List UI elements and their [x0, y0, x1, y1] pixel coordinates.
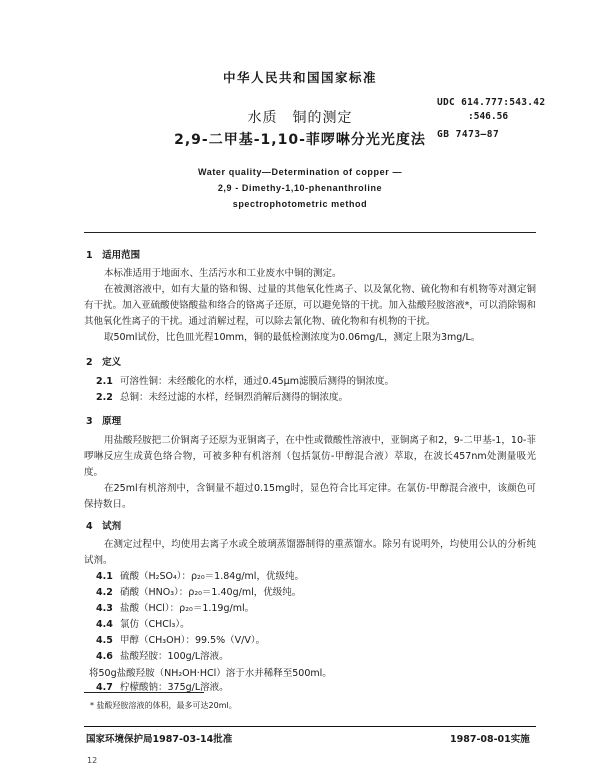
page-number: 12 — [87, 756, 98, 765]
item-text: 硫酸（H₂SO₄）：ρ₂₀＝1.84g/ml，优级纯。 — [120, 571, 304, 582]
section-heading: 3 原理 — [86, 416, 122, 427]
udc-code-continued: :546.56 — [468, 111, 509, 122]
list-item — [96, 374, 536, 390]
paragraph: 用盐酸羟胺把二价铜离子还原为亚铜离子，在中性或微酸性溶液中，亚铜离子和2，9-二甲基-1，10-菲啰啉反应生成黄色络合物，可被多种有机溶剂（包括氯仿-甲醇混合液）萃取，在波长457nm处测量吸光度。 — [84, 435, 536, 478]
item-text: 柠檬酸钠：375g/L溶液。 — [120, 682, 229, 693]
document-subtitle: 2,9-二甲基-1,10-菲啰啉分光光度法 — [174, 132, 426, 148]
list-item — [96, 569, 536, 585]
english-title-line: 2,9 - Dimethy-1,10-phenanthroline — [217, 183, 383, 193]
list-item — [96, 390, 536, 406]
english-title-line: Water quality—Determination of copper — — [197, 167, 403, 177]
footnote: * 盐酸羟胺溶液的体积，最多可达20ml。 — [90, 701, 237, 710]
item-continuation: 将50g盐酸羟胺（NH₂OH·HCl）溶于水并稀释至500ml。 — [89, 668, 332, 679]
item-text: 盐酸（HCl）：ρ₂₀＝1.19g/ml。 — [120, 603, 255, 614]
item-number: 4.4 — [96, 619, 113, 630]
item-number: 4.6 — [96, 651, 113, 662]
paragraph: 取50ml试份，比色皿光程10mm，铜的最低检测浓度为0.06mg/L，测定上限为3mg/L。 — [103, 332, 481, 343]
document-title: 水质 铜的测定 — [247, 110, 353, 126]
item-text: 总铜：未经过滤的水样，经铜烈消解后测得的铜浓度。 — [120, 392, 349, 403]
item-number: 4.5 — [96, 635, 113, 646]
list-item — [96, 601, 536, 617]
item-number: 4.1 — [96, 571, 113, 582]
item-number: 4.3 — [96, 603, 113, 614]
standard-header: 中华人民共和国国家标准 — [222, 70, 377, 85]
item-text: 盐酸羟胺：100g/L溶液。 — [120, 651, 229, 662]
approval-date: 国家环境保护局1987-03-14批准 — [86, 734, 233, 745]
item-number: 4.2 — [96, 587, 113, 598]
english-title-line: spectrophotometric method — [232, 199, 368, 209]
list-item — [96, 649, 536, 665]
item-number: 2.2 — [96, 392, 113, 403]
paragraph: 本标准适用于地面水、生活污水和工业废水中铜的测定。 — [103, 268, 342, 279]
item-text: 硝酸（HNO₃）：ρ₂₀＝1.40g/ml，优级纯。 — [120, 587, 302, 598]
item-text: 甲醇（CH₃OH）：99.5%（V/V）。 — [120, 635, 266, 646]
divider — [84, 232, 536, 233]
item-number: 4.7 — [96, 682, 113, 693]
list-item — [96, 633, 536, 649]
list-item — [96, 617, 536, 633]
footer-divider — [84, 726, 536, 727]
list-item — [96, 680, 536, 696]
section-heading: 4 试剂 — [86, 521, 122, 532]
implementation-date: 1987-08-01实施 — [450, 734, 530, 745]
section-heading: 1 适用范围 — [86, 250, 141, 261]
list-item — [96, 585, 536, 601]
item-text: 可溶性铜：未经酸化的水样，通过0.45μm滤膜后测得的铜浓度。 — [120, 376, 394, 387]
item-number: 2.1 — [96, 376, 113, 387]
gb-code: GB 7473—87 — [437, 129, 500, 140]
paragraph: 在被测溶液中，如有大量的铬和锡、过量的其他氧化性离子、以及氰化物、硫化物和有机物等对测定铜有干扰。加入亚硫酸使铬酸盐和络合的铬离子还原，可以避免铬的干扰。加入盐酸羟胺溶液*，可以消除锡和其他氧化性离子的干扰。通过消解过程，可以除去氰化物、硫化物和有机物的干扰。 — [84, 284, 536, 327]
udc-code: UDC 614.777:543.42 — [437, 97, 546, 108]
paragraph: 在测定过程中，均使用去离子水或全玻璃蒸馏器制得的重蒸馏水。除另有说明外，均使用公认的分析纯试剂。 — [84, 539, 536, 566]
paragraph: 在25ml有机溶剂中，含铜量不超过0.15mg时，显色符合比耳定律。在氯仿-甲醇混合液中，该颜色可保持数日。 — [84, 483, 536, 510]
item-text: 氯仿（CHCl₃）。 — [120, 619, 190, 630]
section-heading: 2 定义 — [86, 357, 122, 368]
footnote-divider — [84, 692, 204, 693]
